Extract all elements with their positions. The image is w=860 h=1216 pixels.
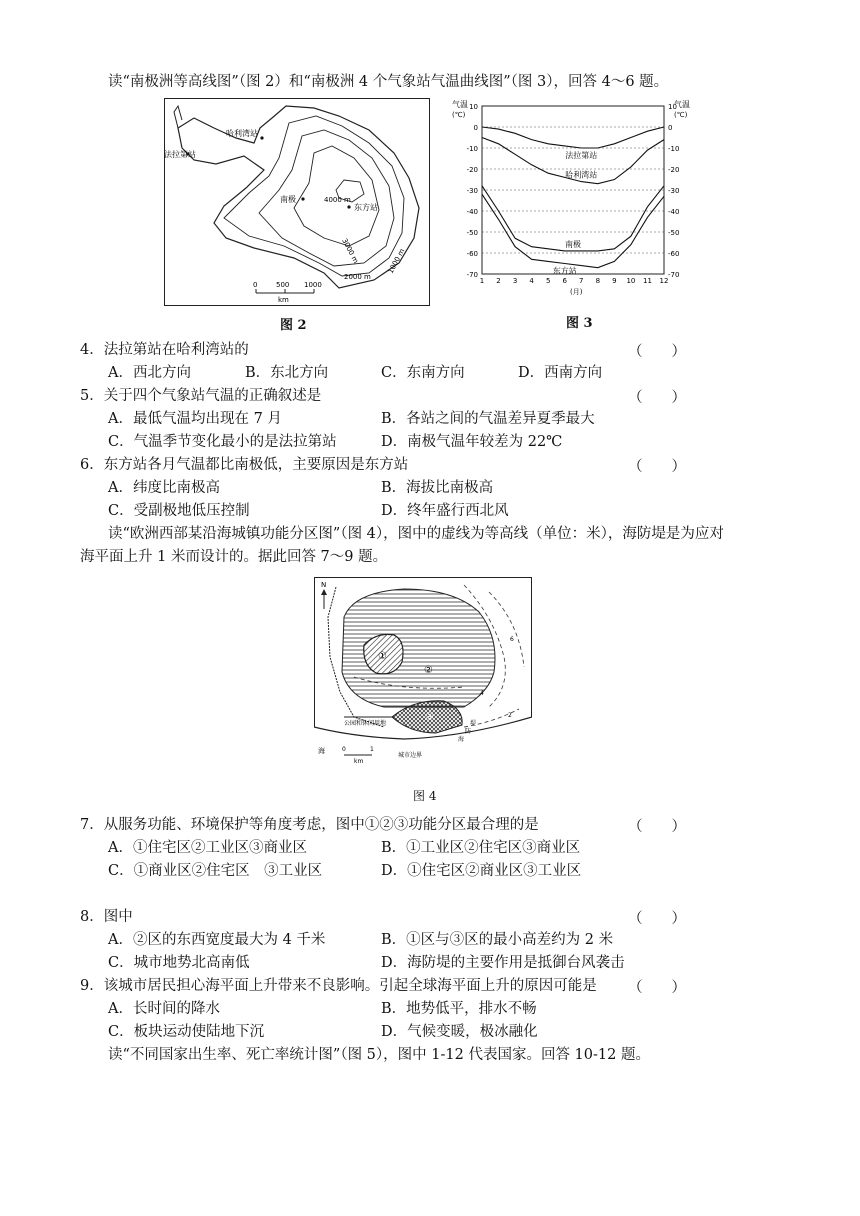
question-8-answer-blank[interactable]: （ ） <box>628 911 686 927</box>
question-7-stem: 7．从服务功能、环境保护等角度考虑，图中①②③功能分区最合理的是 <box>80 817 539 833</box>
y-tick-right: 0 <box>668 124 673 132</box>
x-tick: 4 <box>529 277 534 285</box>
x-tick: 8 <box>595 277 601 285</box>
y-tick-right: 10 <box>668 103 677 111</box>
y-tick-right: -40 <box>668 208 680 216</box>
north-arrow-label: N <box>321 581 327 589</box>
y-tick-right: -60 <box>668 250 680 258</box>
y-tick-left: -50 <box>466 229 478 237</box>
y-tick-left: -40 <box>466 208 478 216</box>
question-6-option-c[interactable]: C．受副极地低压控制 <box>108 503 250 519</box>
contour-2000-label: 2000 m <box>344 273 371 281</box>
contour-1000-label: 1000 m <box>386 247 407 275</box>
x-tick: 5 <box>545 277 551 285</box>
y-tick-left: -10 <box>466 145 478 153</box>
series-label-4: 东方站 <box>552 266 577 276</box>
series-line-4 <box>482 194 664 268</box>
question-5-option-b[interactable]: B．各站之间的气温差异夏季最大 <box>381 411 595 427</box>
x-tick: 2 <box>496 277 501 285</box>
fig4-scale-1: 1 <box>370 746 374 753</box>
question-9-option-b[interactable]: B．地势低平，排水不畅 <box>381 1001 537 1017</box>
question-6-stem: 6．东方站各月气温都比南极低，主要原因是东方站 <box>80 457 409 473</box>
zone-3-label: ③ <box>425 712 434 723</box>
y-tick-left: -30 <box>466 187 478 195</box>
question-9-option-d[interactable]: D．气候变暖，极冰融化 <box>381 1024 538 1040</box>
question-9-option-a[interactable]: A．长时间的降水 <box>108 1001 220 1017</box>
series-label-2: 哈利湾站 <box>565 170 598 180</box>
question-5-option-d[interactable]: D．南极气温年较差为 22℃ <box>381 434 563 450</box>
city-border-label: 城市边界 <box>398 752 423 759</box>
x-axis-unit: (月) <box>570 288 583 296</box>
fig4-scale-0: 0 <box>342 746 346 753</box>
park-label: 公园和休闲用地 <box>344 720 387 727</box>
question-4-option-c[interactable]: C．东南方向 <box>381 365 465 381</box>
question-8-option-b[interactable]: B．①区与③区的最小高差约为 2 米 <box>381 932 614 948</box>
contour-3000-label: 3000 m <box>340 237 360 265</box>
y-axis-label-right: 气温 <box>674 100 690 109</box>
y-axis-label-left: 气温 <box>452 100 468 109</box>
question-9-option-c[interactable]: C．板块运动使陆地下沉 <box>108 1024 265 1040</box>
series-label-3: 南极 <box>565 239 581 249</box>
question-8-stem: 8．图中 <box>80 909 133 925</box>
question-7-option-c[interactable]: C．①商业区②住宅区 ③工业区 <box>108 863 323 879</box>
question-5-stem: 5．关于四个气象站气温的正确叙述是 <box>80 388 322 404</box>
x-tick: 6 <box>562 277 567 285</box>
y-tick-right: -20 <box>668 166 680 174</box>
contour-2-label: 2 <box>508 712 512 719</box>
town-zoning-map <box>314 577 532 771</box>
x-tick: 10 <box>626 277 636 285</box>
y-tick-left: -20 <box>466 166 478 174</box>
dike-label-3: 堤 <box>470 720 477 727</box>
contour-4-label: 4 <box>480 690 484 697</box>
question-5-answer-blank[interactable]: （ ） <box>628 390 686 406</box>
y-tick-right: -70 <box>668 271 680 279</box>
antarctica-contour-map <box>164 98 430 306</box>
y-tick-right: -30 <box>668 187 680 195</box>
temperature-curve-chart <box>448 98 700 304</box>
question-7-option-b[interactable]: B．①工业区②住宅区③商业区 <box>381 840 581 856</box>
station-halley-label: 哈利湾站 <box>226 129 258 138</box>
y-axis-unit-left: (℃) <box>452 111 466 119</box>
y-tick-left: 0 <box>473 124 478 132</box>
x-tick: 1 <box>479 277 485 285</box>
question-4-answer-blank[interactable]: （ ） <box>628 344 686 360</box>
figure-3-caption: 图 3 <box>566 316 593 331</box>
y-tick-left: 10 <box>469 103 478 111</box>
scale-km: km <box>278 296 289 304</box>
contour-6-label: 6 <box>510 636 514 643</box>
question-4-option-d[interactable]: D．西南方向 <box>518 365 603 381</box>
south-pole-label: 南极 <box>280 195 296 204</box>
question-9-stem: 9．该城市居民担心海平面上升带来不良影响。引起全球海平面上升的原因可能是 <box>80 978 597 994</box>
x-tick: 7 <box>579 277 584 285</box>
question-8-option-d[interactable]: D．海防堤的主要作用是抵御台风袭击 <box>381 955 625 971</box>
station-vostok-label: 东方站 <box>354 203 378 212</box>
scale-0: 0 <box>253 281 258 289</box>
dike-label-2: 防 <box>465 728 472 735</box>
intro-text-2b: 海平面上升 1 米而设计的。据此回答 7～9 题。 <box>80 549 388 565</box>
intro-text-2a: 读“欧洲西部某沿海城镇功能分区图”（图 4），图中的虚线为等高线（单位：米），海防堤是为应对 <box>108 526 724 542</box>
zone-1-label: ① <box>378 651 387 662</box>
dike-label-1: 海 <box>458 736 465 743</box>
scale-1000: 1000 <box>304 281 322 289</box>
question-7-answer-blank[interactable]: （ ） <box>628 819 686 835</box>
question-6-option-d[interactable]: D．终年盛行西北风 <box>381 503 509 519</box>
station-faraday-label: 法拉第站 <box>164 150 196 159</box>
question-4-option-a[interactable]: A．西北方向 <box>108 365 191 381</box>
fig4-scale-km: km <box>354 758 364 765</box>
question-6-answer-blank[interactable]: （ ） <box>628 459 686 475</box>
figure-2-caption: 图 2 <box>280 318 307 333</box>
y-tick-left: -60 <box>466 250 478 258</box>
intro-text-1: 读“南极洲等高线图”（图 2）和“南极洲 4 个气象站气温曲线图”（图 3），回答 4～6 题。 <box>108 74 669 90</box>
x-tick: 3 <box>512 277 518 285</box>
sea-label: 海 <box>318 747 325 755</box>
y-axis-unit-right: (℃) <box>674 111 688 119</box>
x-tick: 12 <box>659 277 669 285</box>
question-6-option-b[interactable]: B．海拔比南极高 <box>381 480 494 496</box>
question-8-option-a[interactable]: A．②区的东西宽度最大为 4 千米 <box>108 932 326 948</box>
x-tick: 11 <box>642 277 652 285</box>
zone-2-label: ② <box>424 665 433 676</box>
series-line-1 <box>482 127 664 148</box>
contour-4000-label: 4000 m <box>324 196 351 204</box>
question-7-option-d[interactable]: D．①住宅区②商业区③工业区 <box>381 863 582 879</box>
question-9-answer-blank[interactable]: （ ） <box>628 980 686 996</box>
question-4-stem: 4．法拉第站在哈利湾站的 <box>80 342 249 358</box>
question-6-option-a[interactable]: A．纬度比南极高 <box>108 480 220 496</box>
y-tick-right: -50 <box>668 229 680 237</box>
y-tick-left: -70 <box>466 271 478 279</box>
question-5-option-a[interactable]: A．最低气温均出现在 7 月 <box>108 411 282 427</box>
question-4-option-b[interactable]: B．东北方向 <box>245 365 329 381</box>
series-label-1: 法拉第站 <box>565 151 598 160</box>
question-5-option-c[interactable]: C．气温季节变化最小的是法拉第站 <box>108 434 337 450</box>
question-8-option-c[interactable]: C．城市地势北高南低 <box>108 955 250 971</box>
x-tick: 9 <box>612 277 617 285</box>
figure-4-caption: 图 4 <box>413 789 437 803</box>
y-tick-right: -10 <box>668 145 680 153</box>
question-7-option-a[interactable]: A．①住宅区②工业区③商业区 <box>108 840 307 856</box>
scale-500: 500 <box>276 281 290 289</box>
intro-text-3: 读“不同国家出生率、死亡率统计图”（图 5），图中 1-12 代表国家。回答 10-12 题。 <box>108 1047 650 1063</box>
